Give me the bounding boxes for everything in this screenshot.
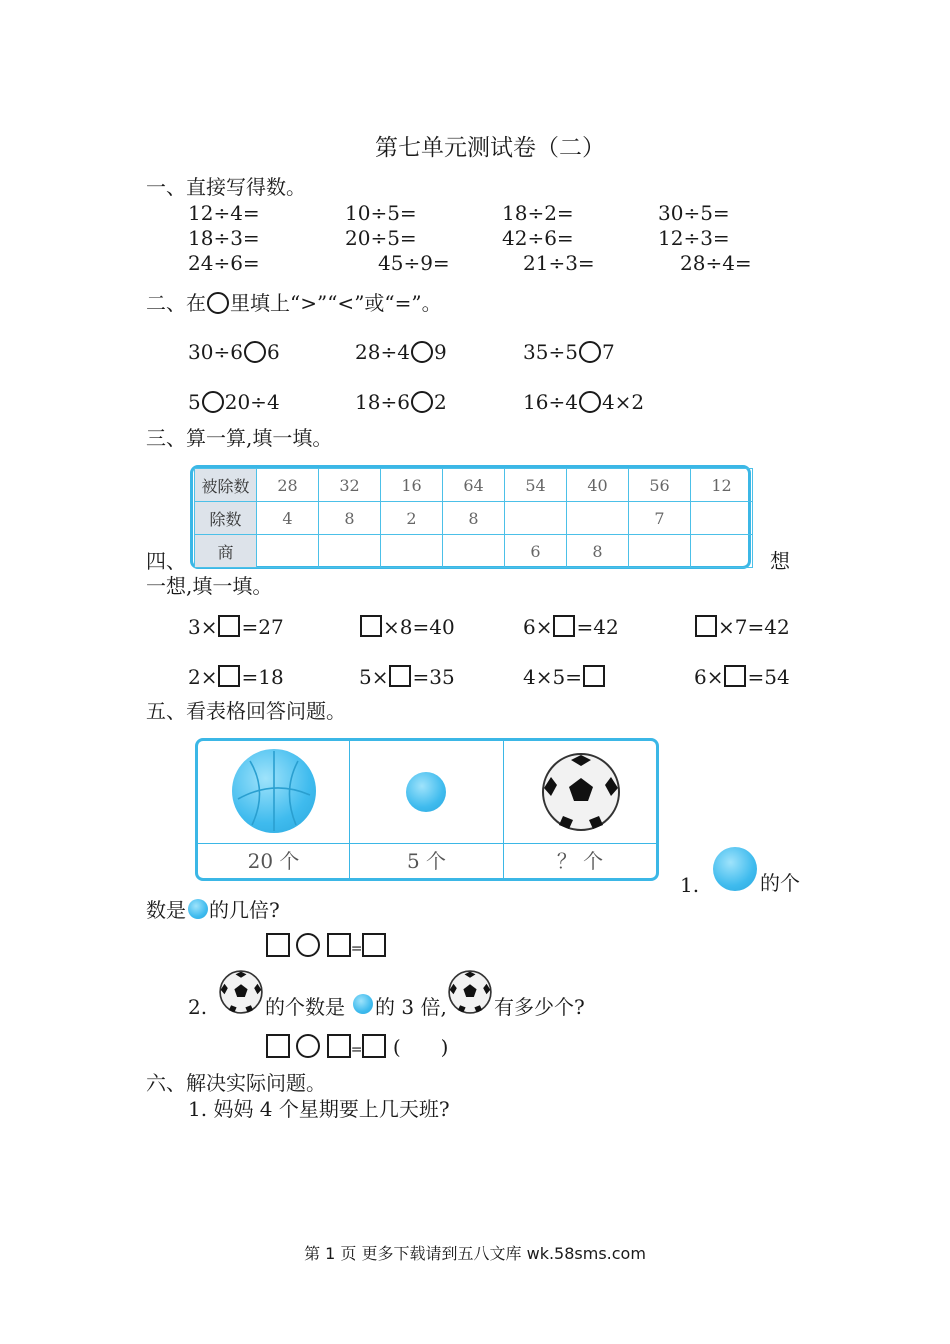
section-2-heading <box>146 290 442 316</box>
operator-circle[interactable] <box>296 1034 320 1058</box>
basketball-icon <box>232 749 316 833</box>
page-footer: 第 1 页 更多下载请到五八文库 wk.58sms.com <box>304 1244 646 1263</box>
q1-text-a: 的个 <box>760 871 800 895</box>
oral-calc-item: 12÷4= <box>188 201 260 225</box>
fill-pre: 2× <box>188 665 218 689</box>
compare-item <box>523 389 644 415</box>
section-2-heading-a: 二、在 <box>146 291 206 315</box>
table-cell: 16 <box>381 469 443 502</box>
row-header: 被除数 <box>195 469 257 502</box>
oral-calc-item: 42÷6= <box>502 226 574 250</box>
compare-circle[interactable] <box>244 341 266 363</box>
fill-pre: 6× <box>694 665 724 689</box>
compare-left: 35÷5 <box>523 340 578 364</box>
fill-blank-item <box>523 614 619 640</box>
row-header: 除数 <box>195 502 257 535</box>
oral-calc-item: 12÷3= <box>658 226 730 250</box>
answer-box[interactable] <box>218 615 240 637</box>
table-cell[interactable] <box>505 502 567 535</box>
section-6-heading: 六、解决实际问题。 <box>146 1071 326 1095</box>
section-5-heading: 五、看表格回答问题。 <box>146 699 346 723</box>
oral-calc-item: 21÷3= <box>523 251 595 275</box>
table-cell: 8 <box>319 502 381 535</box>
ball-table-divider-h <box>198 843 656 844</box>
compare-item <box>523 339 615 365</box>
equals-sign: = <box>350 1042 363 1058</box>
section-3-heading: 三、算一算,填一填。 <box>146 426 333 450</box>
answer-box[interactable] <box>389 665 411 687</box>
compare-circle[interactable] <box>579 391 601 413</box>
table-cell[interactable] <box>629 535 691 568</box>
soccer-ball-icon <box>448 970 492 1018</box>
table-cell: 32 <box>319 469 381 502</box>
table-cell[interactable] <box>257 535 319 568</box>
compare-left: 5 <box>188 390 201 414</box>
unit-paren: ( ) <box>392 1035 449 1059</box>
table-row <box>195 502 753 535</box>
compare-circle[interactable] <box>411 391 433 413</box>
table-cell: 40 <box>567 469 629 502</box>
fill-post: =27 <box>241 615 284 639</box>
equals-sign: = <box>350 941 363 957</box>
compare-item <box>355 339 447 365</box>
answer-box[interactable] <box>327 933 351 957</box>
table-cell[interactable] <box>319 535 381 568</box>
q2-text-a: 的个数是 <box>265 995 345 1019</box>
compare-item <box>188 339 280 365</box>
fill-blank-item <box>694 614 790 640</box>
fill-post: =18 <box>241 665 284 689</box>
q2-text-b: 的 3 倍, <box>375 995 447 1019</box>
compare-right: 7 <box>601 340 615 364</box>
table-cell: 8 <box>567 535 629 568</box>
q2-text-c: 有多少个? <box>494 995 585 1019</box>
compare-circle[interactable] <box>202 391 224 413</box>
fill-pre: 5× <box>359 665 389 689</box>
answer-box[interactable] <box>266 1034 290 1058</box>
oral-calc-item: 45÷9= <box>378 251 450 275</box>
answer-box[interactable] <box>360 615 382 637</box>
compare-left: 30÷6 <box>188 340 243 364</box>
answer-box[interactable] <box>362 1034 386 1058</box>
table-row <box>195 535 753 568</box>
section-4-heading-c: 一想,填一填。 <box>146 574 273 598</box>
row-header: 商 <box>195 535 257 568</box>
fill-pre: 6× <box>523 615 553 639</box>
fill-post: =42 <box>576 615 619 639</box>
page-title: 第七单元测试卷（二） <box>375 135 605 161</box>
answer-box[interactable] <box>218 665 240 687</box>
fill-post: =35 <box>412 665 455 689</box>
section-2-heading-b: 里填上“>”“<”或“=”。 <box>230 291 442 315</box>
oral-calc-item: 18÷3= <box>188 226 260 250</box>
table-cell[interactable] <box>443 535 505 568</box>
small-blue-ball-icon <box>353 994 373 1014</box>
oral-calc-item: 10÷5= <box>345 201 417 225</box>
table-cell[interactable] <box>691 535 753 568</box>
table-cell[interactable] <box>381 535 443 568</box>
q1-text-b: 数是 <box>146 898 186 922</box>
fill-pre: 3× <box>188 615 218 639</box>
oral-calc-item: 28÷4= <box>680 251 752 275</box>
section-4-heading-b: 想 <box>770 549 790 573</box>
table-cell: 4 <box>257 502 319 535</box>
circle-blank-icon <box>207 292 229 314</box>
small-blue-ball-icon <box>406 772 446 812</box>
answer-box[interactable] <box>327 1034 351 1058</box>
fill-blank-item <box>359 614 455 640</box>
fill-blank-item <box>523 664 606 690</box>
compare-right: 2 <box>433 390 447 414</box>
section-1-heading: 一、直接写得数。 <box>146 175 306 199</box>
q1-text-c: 的几倍? <box>209 898 280 922</box>
table-cell: 56 <box>629 469 691 502</box>
answer-box[interactable] <box>724 665 746 687</box>
compare-left: 28÷4 <box>355 340 410 364</box>
count-basketball: 20 个 <box>247 849 300 873</box>
table-cell: 8 <box>443 502 505 535</box>
section-4-heading-a: 四、 <box>146 549 186 573</box>
compare-right: 6 <box>266 340 280 364</box>
s6-question-1: 1. 妈妈 4 个星期要上几天班? <box>188 1097 450 1121</box>
table-cell: 54 <box>505 469 567 502</box>
fill-post: =54 <box>747 665 790 689</box>
compare-item <box>188 389 280 415</box>
answer-box[interactable] <box>583 665 605 687</box>
fill-blank-item <box>694 664 790 690</box>
small-blue-ball-icon <box>188 899 208 919</box>
fill-pre: 4×5= <box>523 665 582 689</box>
compare-right: 9 <box>433 340 447 364</box>
fill-post: ×7=42 <box>718 615 790 639</box>
compare-right: 4×2 <box>601 390 645 414</box>
soccer-ball-icon <box>219 970 263 1018</box>
compare-left: 16÷4 <box>523 390 578 414</box>
q2-number: 2. <box>188 995 208 1019</box>
table-cell: 6 <box>505 535 567 568</box>
answer-box[interactable] <box>266 933 290 957</box>
oral-calc-item: 18÷2= <box>502 201 574 225</box>
division-table <box>194 468 753 568</box>
operator-circle[interactable] <box>296 933 320 957</box>
compare-right: 20÷4 <box>224 390 280 414</box>
oral-calc-item: 30÷5= <box>658 201 730 225</box>
fill-blank-item <box>359 664 455 690</box>
fill-blank-item <box>188 664 284 690</box>
table-cell: 2 <box>381 502 443 535</box>
basketball-icon <box>713 847 757 891</box>
table-cell: 7 <box>629 502 691 535</box>
table-row <box>195 469 753 502</box>
table-cell[interactable] <box>567 502 629 535</box>
answer-box[interactable] <box>362 933 386 957</box>
fill-blank-item <box>188 614 284 640</box>
count-small-ball: 5 个 <box>406 849 447 873</box>
table-cell: 64 <box>443 469 505 502</box>
ball-table <box>195 738 659 881</box>
q1-equation <box>266 933 386 962</box>
oral-calc-item: 20÷5= <box>345 226 417 250</box>
count-soccer-ball: ？ 个 <box>556 849 604 873</box>
answer-box[interactable] <box>553 615 575 637</box>
soccer-ball-icon <box>541 752 621 836</box>
oral-calc-item: 24÷6= <box>188 251 260 275</box>
table-cell: 28 <box>257 469 319 502</box>
table-cell[interactable] <box>691 502 753 535</box>
compare-circle[interactable] <box>411 341 433 363</box>
table-cell: 12 <box>691 469 753 502</box>
q1-number: 1. <box>680 873 700 897</box>
compare-circle[interactable] <box>579 341 601 363</box>
fill-post: ×8=40 <box>383 615 455 639</box>
compare-item <box>355 389 447 415</box>
q2-equation <box>266 1034 448 1063</box>
compare-left: 18÷6 <box>355 390 410 414</box>
answer-box[interactable] <box>695 615 717 637</box>
